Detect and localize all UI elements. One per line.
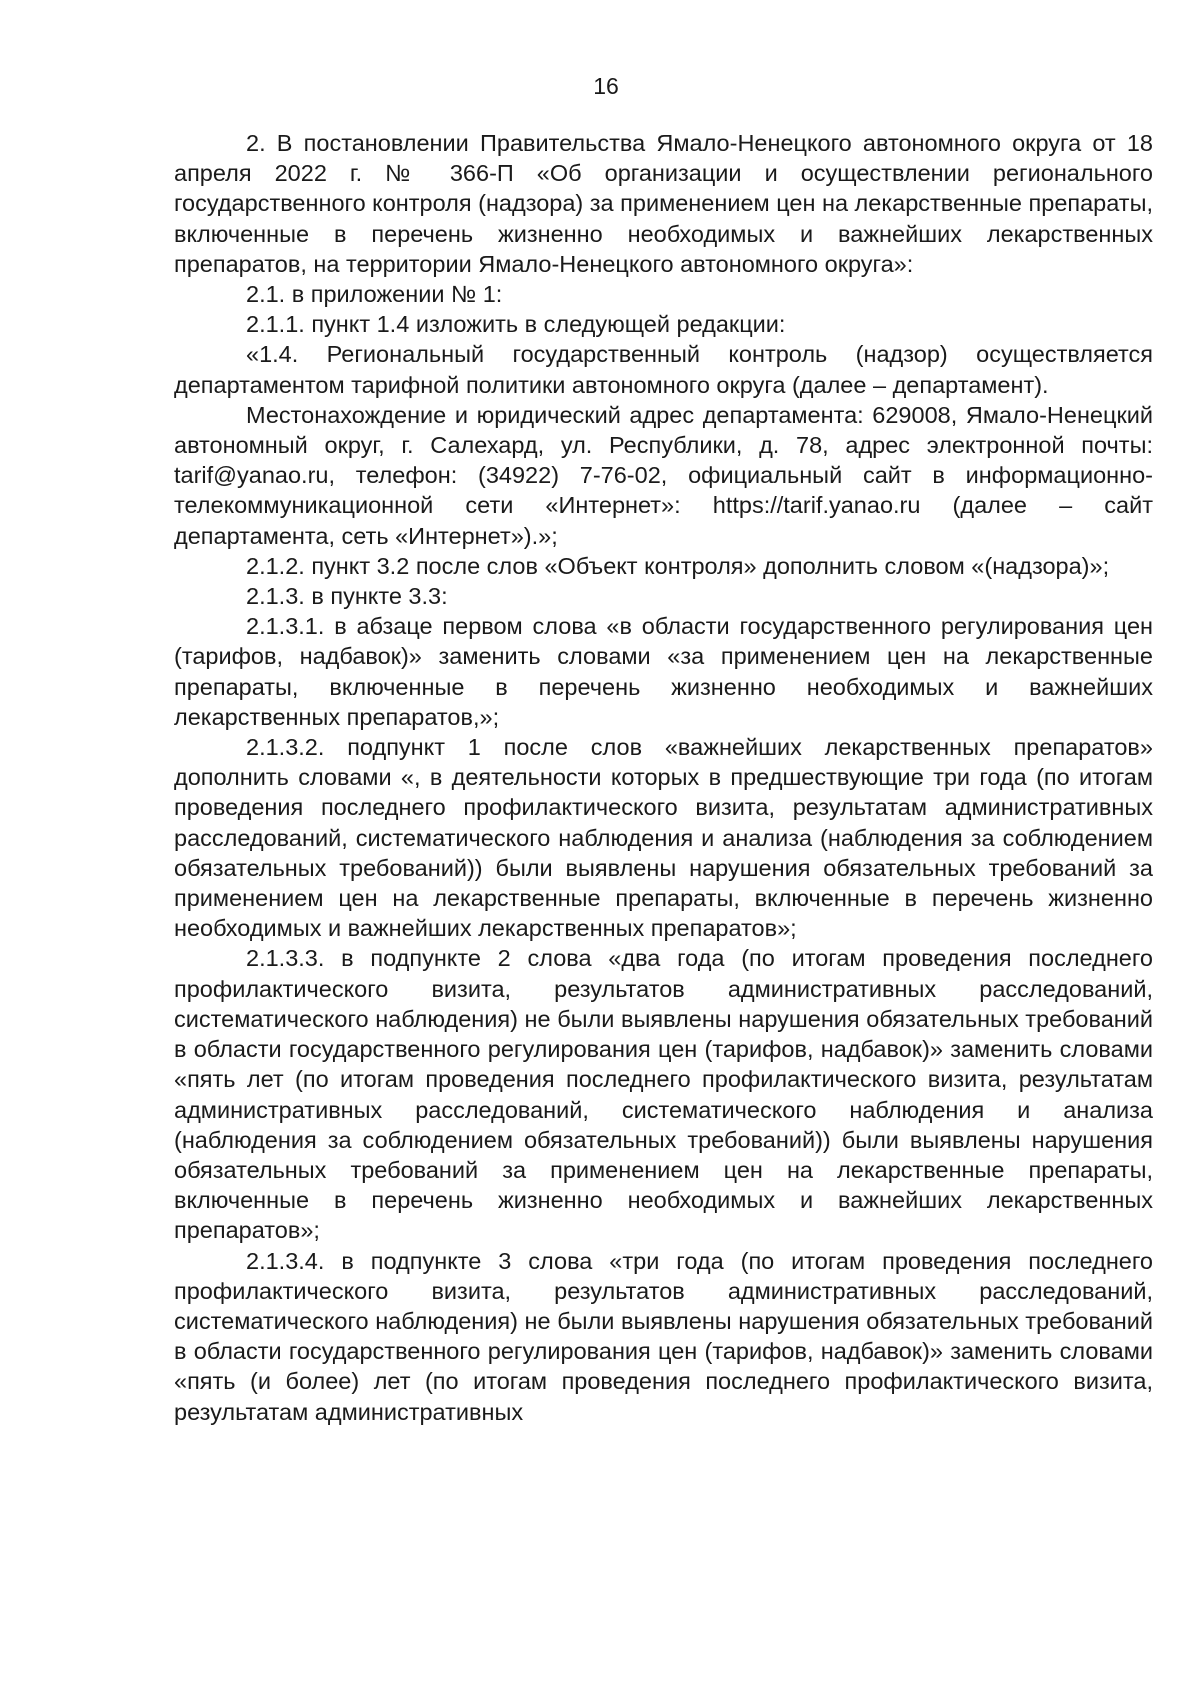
paragraph-2-1-3-4: 2.1.3.4. в подпункте 3 слова «три года (по итогам проведения последнего профилактического визита, результатов административных расследований, систематического наблюдения) не были выявлены нарушения обязательных требований в области государственного регулирования цен (тарифов, надбавок)» заменить словами «пять (и более) лет (по итогам проведения последнего профилактического визита, результатам административных [174,1247,1153,1425]
paragraph-1-4-quote: «1.4. Региональный государственный контроль (надзор) осуществляется департаментом тарифной политики автономного округа (далее – департамент). [174,341,1153,398]
paragraph-2-1-1: 2.1.1. пункт 1.4 изложить в следующей редакции: [246,311,786,338]
paragraph-2-1-3-1: 2.1.3.1. в абзаце первом слова «в области государственного регулирования цен (тарифов, надбавок)» заменить словами «за применением цен на лекарственные препараты, включенные в перечень жизненно необходимых и важнейших лекарственных препаратов,»; [174,613,1153,730]
paragraph-2-1-3-2: 2.1.3.2. подпункт 1 после слов «важнейших лекарственных препаратов» дополнить словами «, в деятельности которых в предшествующие три года (по итогам проведения последнего профилактического визита, результатам административных расследований, систематического наблюдения и анализа (наблюдения за соблюдением обязательных требований)) были выявлены нарушения обязательных требований за применением цен на лекарственные препараты, включенные в перечень жизненно необходимых и важнейших лекарственных препаратов»; [174,734,1153,942]
paragraph-address: Местонахождение и юридический адрес департамента: 629008, Ямало-Ненецкий автономный округ, г. Салехард, ул. Республики, д. 78, адрес электронной почты: tarif@yanao.ru, телефон: (34922) 7-76-02, официальный сайт в информационно-телекоммуникационной сети «Интернет»: https://tarif.yanao.ru (далее – сайт департамента, сеть «Интернет»).»; [174,401,1153,549]
paragraph-2-1-3-3: 2.1.3.3. в подпункте 2 слова «два года (по итогам проведения последнего профилактического визита, результатов административных расследований, систематического наблюдения) не были выявлены нарушения обязательных требований в области государственного регулирования цен (тарифов, надбавок)» заменить словами «пять лет (по итогам проведения последнего профилактического визита, результатам административных расследований, систематического наблюдения и анализа (наблюдения за соблюдением обязательных требований)) были выявлены нарушения обязательных требований за применением цен на лекарственные препараты, включенные в перечень жизненно необходимых и важнейших лекарственных препаратов»; [174,945,1153,1244]
paragraph-2-1-2: 2.1.2. пункт 3.2 после слов «Объект контроля» дополнить словом «(надзора)»; [246,552,1110,579]
document-body [174,128,1153,1427]
paragraph-2: 2. В постановлении Правительства Ямало-Ненецкого автономного округа от 18 апреля 2022 г. № 366-П «Об организации и осуществлении регионального государственного контроля (надзора) за применением цен на лекарственные препараты, включенные в перечень жизненно необходимых и важнейших лекарственных препаратов, на территории Ямало-Ненецкого автономного округа»: [174,130,1153,277]
paragraph-2-1: 2.1. в приложении № 1: [246,281,503,308]
paragraph-2-1-3: 2.1.3. в пункте 3.3: [246,583,448,610]
page-number: 16 [593,73,619,99]
